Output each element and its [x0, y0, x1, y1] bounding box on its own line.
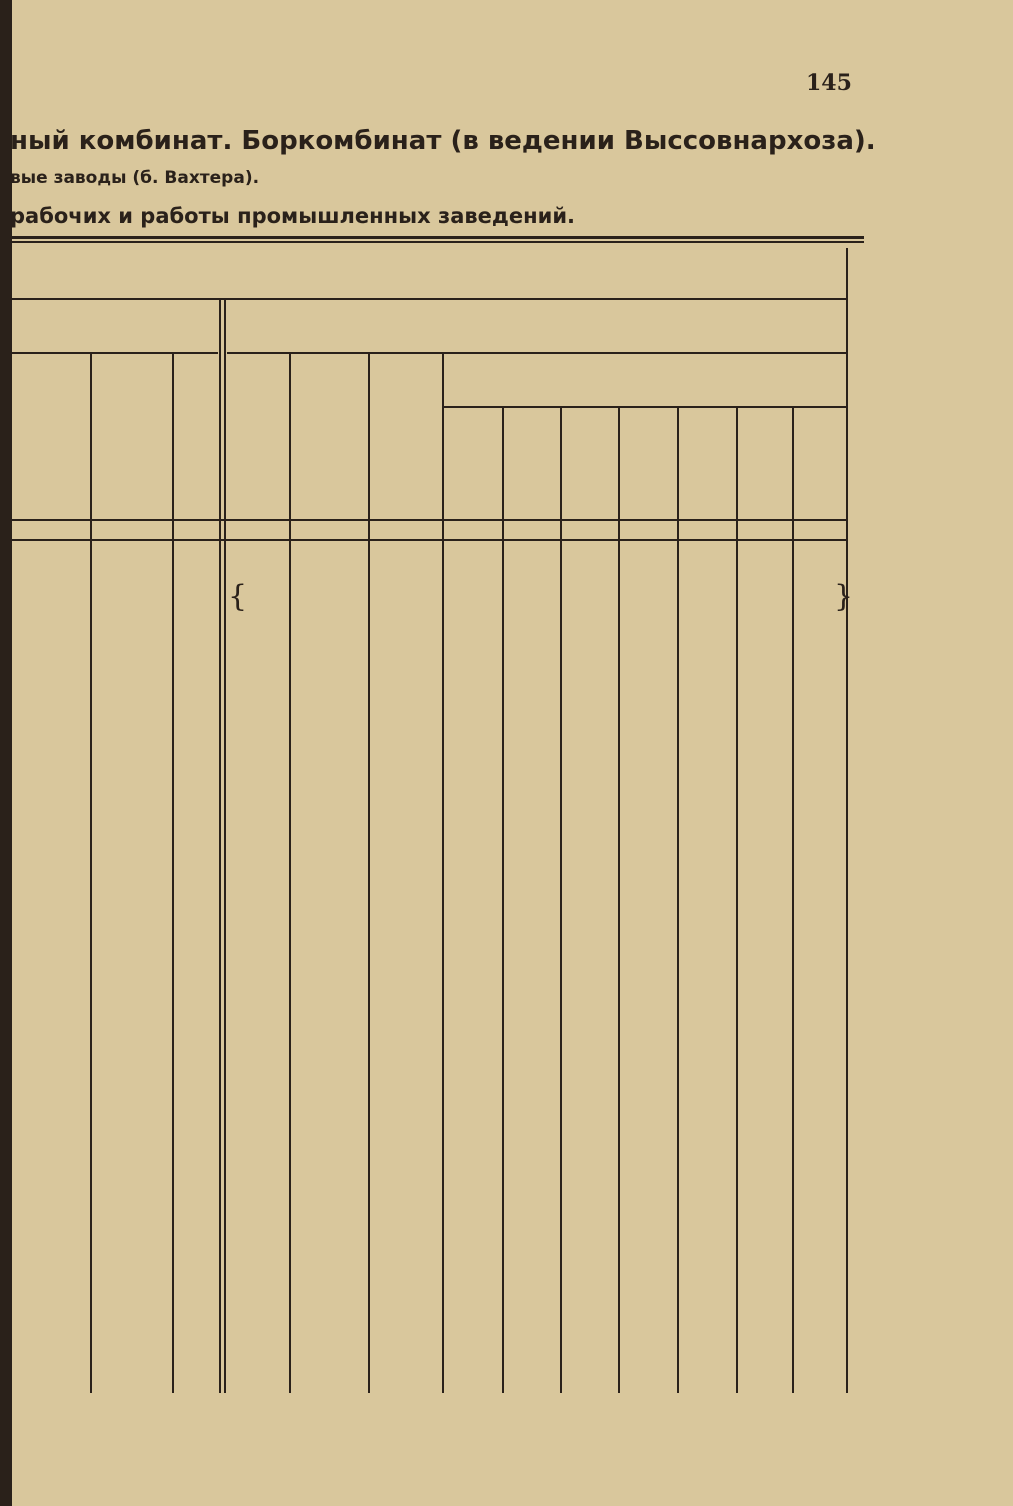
group-bottom-rule-left — [12, 352, 218, 354]
divider-col-5 — [368, 352, 370, 1393]
caption-bottom-rule — [12, 298, 846, 300]
divider-col-9 — [618, 406, 620, 1393]
right-border — [846, 248, 848, 1393]
divider-col-4 — [289, 352, 291, 1393]
heading-line-3: рабочих и работы промышленных заведений. — [10, 204, 576, 228]
column-header-14 — [175, 356, 220, 515]
column-header-24 — [795, 410, 843, 515]
column-header-20 — [563, 410, 615, 515]
divider-col-8 — [560, 406, 562, 1393]
heading-line-1: ный комбинат. Боркомбинат (в ведении Выссовнархоза). — [10, 126, 876, 156]
column-header-19 — [505, 410, 557, 515]
group-bottom-rule-right — [227, 352, 846, 354]
column-header-22 — [680, 410, 733, 515]
divider-col-10 — [677, 406, 679, 1393]
divider-col-12 — [792, 406, 794, 1393]
page-number: 145 — [806, 70, 852, 96]
divider-col-7 — [502, 406, 504, 1393]
divider-col-11 — [736, 406, 738, 1393]
column-header-18 — [445, 410, 499, 515]
divider-col-2 — [172, 352, 174, 1393]
column-header-21 — [621, 410, 674, 515]
column-header-23 — [739, 410, 789, 515]
divider-col-6 — [442, 352, 444, 1393]
right-brace: } — [834, 579, 854, 614]
header-bottom-rule — [12, 519, 846, 521]
top-double-rule-2 — [12, 241, 864, 243]
column-header-15 — [226, 356, 286, 515]
left-brace: { — [228, 579, 248, 614]
column-header-13 — [93, 356, 169, 515]
top-double-rule — [12, 236, 864, 239]
divider-col-1 — [90, 352, 92, 1393]
colnum-bottom-rule — [12, 539, 846, 541]
column-header-16 — [292, 356, 365, 515]
column-header-12 — [15, 356, 87, 515]
column-header-17 — [371, 356, 439, 515]
heading-line-2: вые заводы (б. Вахтера). — [10, 168, 260, 188]
